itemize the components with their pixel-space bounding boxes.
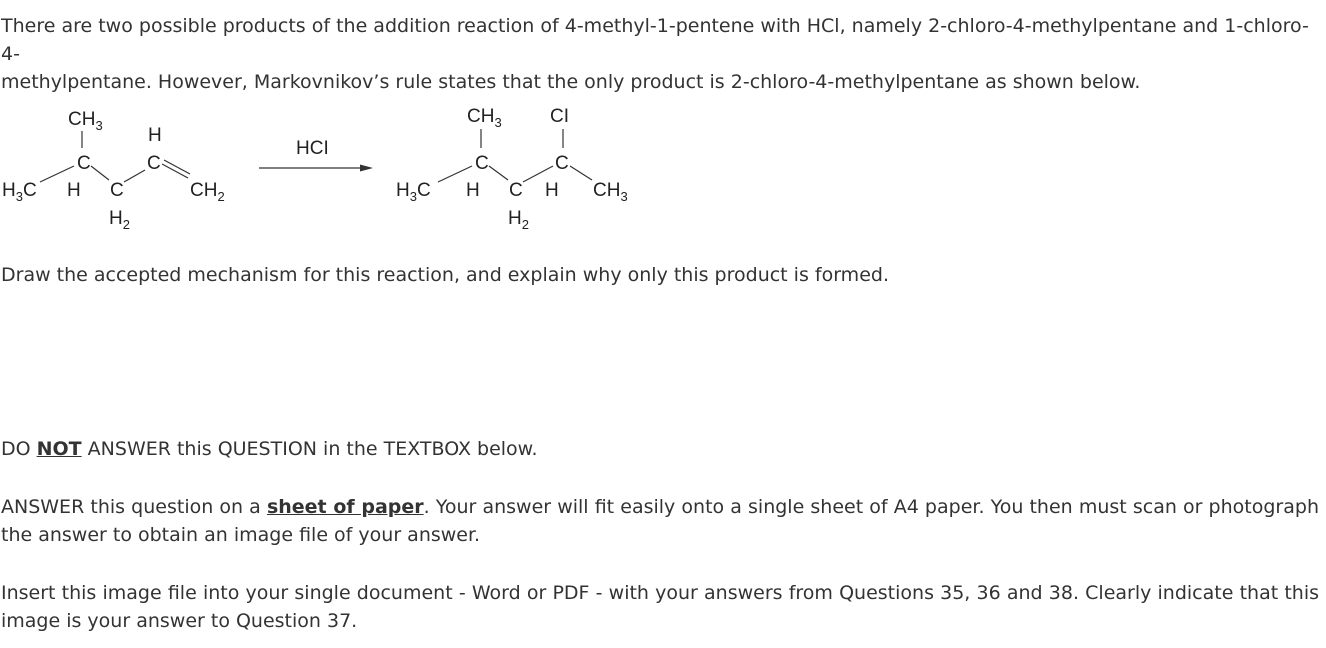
product-h-4: H <box>466 180 480 201</box>
reagent-label: HCI <box>296 138 329 159</box>
reactant-c-2: C <box>147 153 161 174</box>
instruction-do-not: DO NOT ANSWER this QUESTION in the TEXTBOX below. <box>1 438 538 460</box>
product-cl: CI <box>550 106 569 127</box>
product-h2: $H_2$ <box>508 208 529 232</box>
reaction-scheme <box>0 96 660 242</box>
instruction-sheet-of-paper: ANSWER this question on a sheet of paper. Your answer will fit easily onto a single sheet of A4 paper. You then must scan or photograph the answer to obtain an image file of your answer. <box>1 496 1319 546</box>
product-ch3-top: $CH_3$ <box>467 106 502 130</box>
sheet-of-paper-emphasis: sheet of paper <box>266 496 424 518</box>
intro-line-1: There are two possible products of the addition reaction of 4-methyl-1-pentene with HCl, namely 2-chloro-4-methylpentane and 1-chloro-4- <box>1 15 1309 65</box>
intro-line-2: methylpentane. However, Markovnikov’s rule states that the only product is 2-chloro-4-methylpentane as shown below. <box>1 71 1141 93</box>
reactant-c-3: C <box>110 180 124 201</box>
reactant-structure <box>2 109 225 232</box>
product-ch3-end: $CH_3$ <box>593 180 628 204</box>
reactant-ch3-top: $CH_3$ <box>68 109 103 133</box>
reactant-c-4: C <box>77 153 91 174</box>
product-structure <box>396 106 628 232</box>
product-c-4: C <box>475 153 489 174</box>
reactant-h2: $H_2$ <box>109 208 130 232</box>
product-h3c: $H_3C$ <box>396 180 431 204</box>
question-text: Draw the accepted mechanism for this reaction, and explain why only this product is formed. <box>1 264 889 286</box>
reactant-h-2: H <box>148 125 162 146</box>
product-c-2: C <box>555 153 569 174</box>
reactant-h-4: H <box>67 180 81 201</box>
reactant-ch2: $CH_2$ <box>190 180 225 204</box>
reactant-h3c: $H_3C$ <box>2 180 37 204</box>
reaction-arrow <box>259 138 373 172</box>
intro-paragraph <box>1 12 1319 96</box>
not-emphasis: NOT <box>36 438 82 460</box>
product-h-2: H <box>545 180 559 201</box>
product-c-3: C <box>509 180 523 201</box>
instruction-insert-image: Insert this image file into your single document - Word or PDF - with your answers from Questions 35, 36 and 38. Clearly indicate that this image is your answer to Question 37. <box>1 582 1319 632</box>
